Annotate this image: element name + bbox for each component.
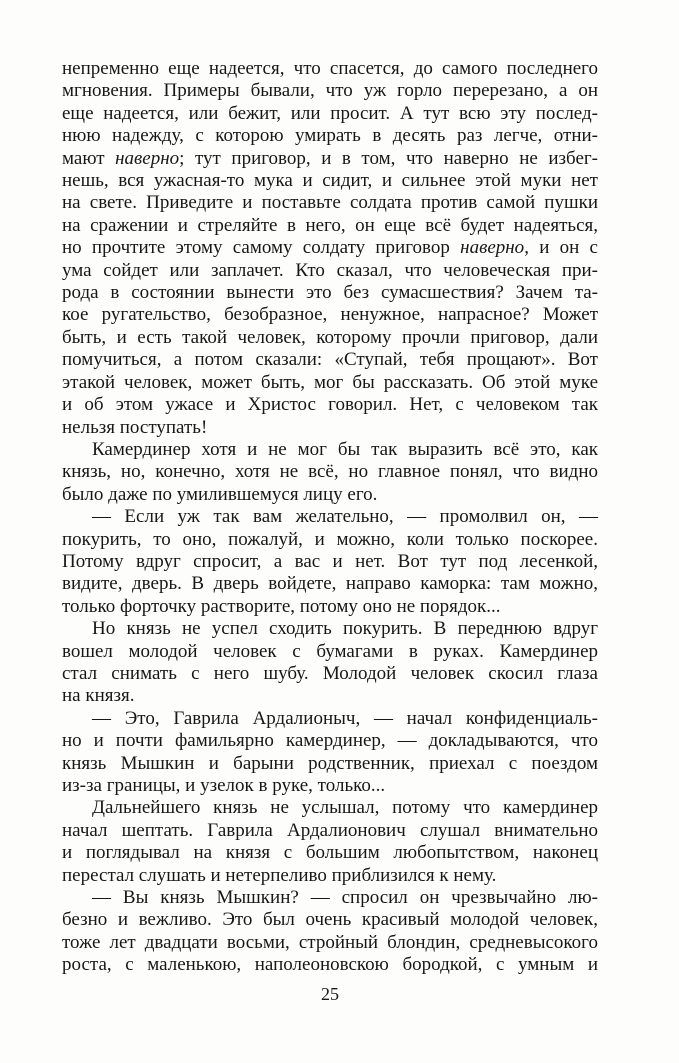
text-run: Но князь не успел сходить покурить. В переднюю вдруг	[92, 618, 598, 640]
text-run: кое ругательство, безобразное, ненужное, напрасное? Может	[62, 304, 598, 326]
text-run: — Это, Гаврила Ардалионыч, — начал конфиденциаль-	[92, 707, 598, 729]
text-line	[62, 932, 598, 954]
text-line	[62, 327, 598, 349]
text-line	[62, 349, 598, 371]
text-line	[62, 506, 598, 528]
text-run: князь Мышкин и барыни родственник, приехал с поездом	[62, 752, 598, 774]
text-run: мают	[62, 147, 116, 169]
text-line	[62, 842, 598, 864]
text-line	[62, 80, 598, 102]
text-line	[62, 596, 598, 618]
text-run: этакой человек, может быть, мог бы рассказать. Об этой муке	[62, 371, 598, 393]
paragraph	[62, 708, 598, 798]
text-line	[62, 394, 598, 416]
text-line	[62, 529, 598, 551]
text-line	[62, 58, 598, 80]
text-line	[62, 237, 598, 259]
text-run: роста, с маленькою, наполеоновскою бородкой, с умным и	[62, 954, 598, 976]
text-run: Камердинер хотя и не мог бы так выразить всё это, как	[92, 438, 598, 460]
text-line	[62, 641, 598, 663]
text-line	[62, 439, 598, 461]
text-line	[62, 192, 598, 214]
text-run: и об этом ужасе и Христос говорил. Нет, с человеком так	[62, 394, 598, 416]
text-run: на князя.	[62, 685, 135, 707]
text-line	[62, 573, 598, 595]
paragraph	[62, 439, 598, 506]
text-line	[62, 215, 598, 237]
text-line	[62, 887, 598, 909]
paragraph	[62, 797, 598, 887]
text-run: , и он с	[524, 237, 598, 259]
italic-text-run: наверно	[115, 147, 180, 169]
page-text	[62, 58, 598, 977]
text-run: быть, и есть такой человек, которому прочли приговор, дали	[62, 326, 598, 348]
text-run: на сражении и стреляйте в него, он еще всё будет надеяться,	[62, 214, 598, 236]
text-line	[62, 618, 598, 640]
text-line	[62, 730, 598, 752]
text-run: начал шептать. Гаврила Ардалионович слушал внимательно	[62, 819, 598, 841]
text-line	[62, 775, 598, 797]
text-run: ; тут приговор, и в том, что наверно не избег-	[179, 147, 598, 169]
text-line	[62, 685, 598, 707]
text-line	[62, 820, 598, 842]
text-line	[62, 372, 598, 394]
text-run: на свете. Приведите и поставьте солдата против самой пушки	[62, 192, 598, 214]
text-line	[62, 663, 598, 685]
text-run: мгновения. Примеры бывали, что уж горло перерезано, а он	[62, 80, 598, 102]
text-run: еще надеется, или бежит, или просит. А тут всю эту послед-	[62, 102, 598, 124]
text-line	[62, 103, 598, 125]
text-run: из-за границы, и узелок в руке, только...	[62, 775, 386, 796]
text-line	[62, 753, 598, 775]
text-line	[62, 484, 598, 506]
paragraph	[62, 618, 598, 708]
text-run: Потому вдруг спросит, а вас и нет. Вот тут под лесенкой,	[62, 550, 598, 572]
text-line	[62, 551, 598, 573]
text-run: — Если уж так вам желательно, — промолвил он, —	[92, 506, 598, 528]
text-run: тоже лет двадцати восьми, стройный блондин, средневысокого	[62, 931, 598, 953]
text-run: князь, но, конечно, хотя не всё, но главное понял, что видно	[62, 461, 598, 483]
text-line	[62, 304, 598, 326]
text-line	[62, 125, 598, 147]
page-number: 25	[321, 984, 339, 1004]
text-run: стал снимать с него шубу. Молодой человек скосил глаза	[62, 662, 598, 684]
text-line	[62, 865, 598, 887]
text-run: вошел молодой человек с бумагами в руках. Камердинер	[62, 640, 598, 662]
text-run: непременно еще надеется, что спасется, до самого последнего	[62, 58, 598, 79]
text-run: покурить, то оно, пожалуй, и можно, коли только поскорее.	[62, 528, 598, 550]
paragraph	[62, 506, 598, 618]
text-line	[62, 260, 598, 282]
text-line	[62, 797, 598, 819]
text-run: и поглядывал на князя с большим любопытством, наконец	[62, 842, 598, 864]
paragraph	[62, 887, 598, 977]
text-run: нюю надежду, с которою умирать в десять раз легче, отни-	[62, 125, 598, 147]
text-run: было даже по умилившемуся лицу его.	[62, 483, 378, 505]
text-run: но и почти фамильярно камердинер, — докладываются, что	[62, 730, 598, 752]
text-line	[62, 417, 598, 439]
text-line	[62, 909, 598, 931]
text-run: перестал слушать и нетерпеливо приблизился к нему.	[62, 864, 497, 886]
text-line	[62, 282, 598, 304]
text-run: нешь, вся ужасная-то мука и сидит, и сильнее этой муки нет	[62, 170, 598, 192]
text-run: видите, дверь. В дверь войдете, направо каморка: там можно,	[62, 573, 598, 595]
text-line	[62, 170, 598, 192]
text-run: — Вы князь Мышкин? — спросил он чрезвычайно лю-	[92, 887, 598, 909]
text-run: Дальнейшего князь не услышал, потому что камердинер	[92, 797, 598, 819]
text-line	[62, 148, 598, 170]
text-run: помучиться, а потом сказали: «Ступай, тебя прощают». Вот	[62, 349, 598, 371]
text-run: только форточку растворите, потому оно не порядок...	[62, 595, 501, 617]
paragraph	[62, 58, 598, 439]
text-run: ума сойдет или заплачет. Кто сказал, что человеческая при-	[62, 259, 598, 281]
text-line	[62, 954, 598, 976]
text-run: но прочтите этому самому солдату приговор	[62, 237, 461, 259]
text-line	[62, 461, 598, 483]
text-run: безно и вежливо. Это был очень красивый молодой человек,	[62, 909, 598, 931]
text-run: нельзя поступать!	[62, 416, 208, 438]
text-run: рода в состоянии вынести это без сумасшествия? Зачем та-	[62, 282, 598, 304]
text-line	[62, 708, 598, 730]
italic-text-run: наверно	[460, 237, 525, 259]
